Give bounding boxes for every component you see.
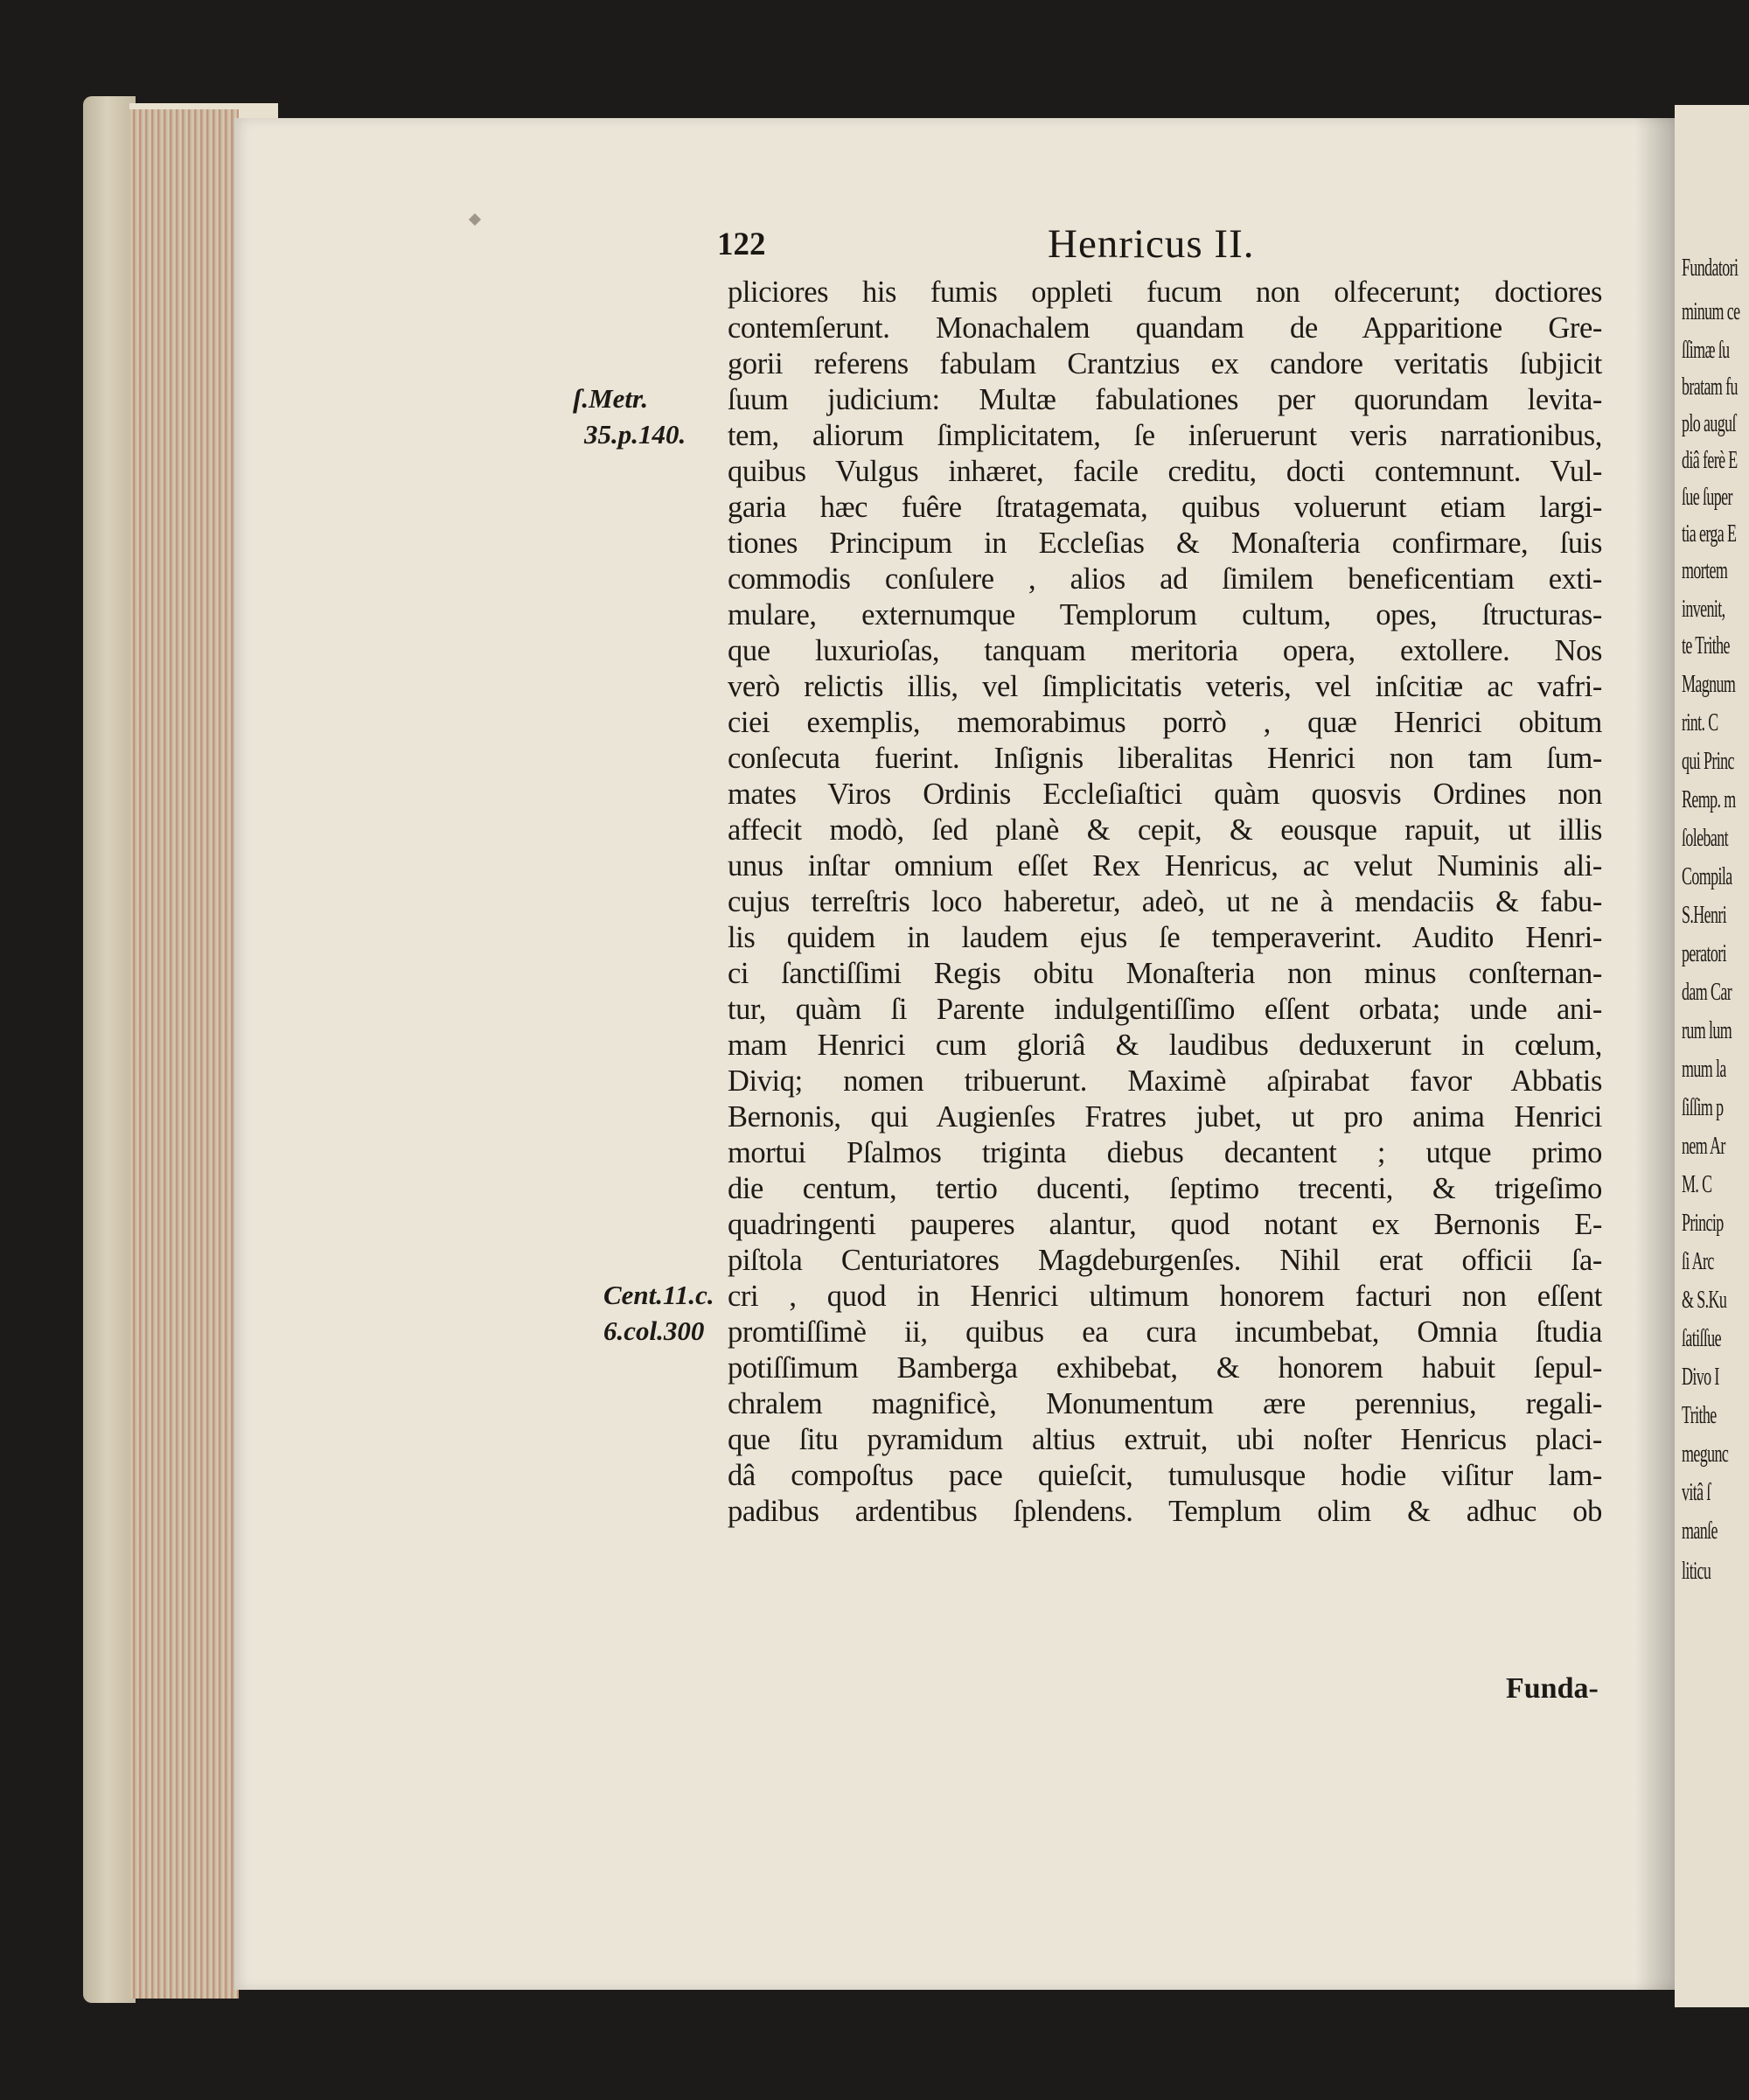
facing-page-fragment: plo auguſ bbox=[1682, 409, 1736, 437]
facing-page-fragment: rum lum bbox=[1682, 1016, 1732, 1044]
text-line: contemſerunt. Monachalem quandam de Apparitione Gre- bbox=[728, 311, 1602, 345]
facing-page-fragment: Magnum bbox=[1682, 670, 1736, 698]
page-number: 122 bbox=[717, 227, 766, 262]
text-line: dâ compoſtus pace quieſcit, tumulusque hodie viſitur lam- bbox=[728, 1459, 1602, 1492]
text-line: quibus Vulgus inhæret, facile creditu, docti contemnunt. Vul- bbox=[728, 455, 1602, 488]
text-line: piſtola Centuriatores Magdeburgenſes. Nihil erat officii ſa- bbox=[728, 1244, 1602, 1277]
facing-page-fragment: Compila bbox=[1682, 862, 1732, 890]
page-block-fore-edge bbox=[129, 109, 239, 1999]
facing-page-fragment: mum la bbox=[1682, 1055, 1726, 1083]
text-line: mortui Pſalmos triginta diebus decantent ; utque primo bbox=[728, 1136, 1602, 1169]
margin-note-reference: 35.p.140. bbox=[584, 419, 686, 450]
facing-page-fragment: invenit, bbox=[1682, 595, 1725, 623]
facing-page-fragment: megunc bbox=[1682, 1440, 1729, 1468]
facing-page-fragment: peratori bbox=[1682, 939, 1726, 967]
text-line: ciei exemplis, memorabimus porrò , quæ Henrici obitum bbox=[728, 706, 1602, 739]
facing-page-fragment: & S.Ku bbox=[1682, 1286, 1727, 1314]
facing-page-fragment: rint. C bbox=[1682, 708, 1718, 736]
text-line: die centum, tertio ducenti, ſeptimo trecenti, & trigeſimo bbox=[728, 1172, 1602, 1205]
text-line: unus inſtar omnium eſſet Rex Henricus, ac velut Numinis ali- bbox=[728, 849, 1602, 883]
margin-note-reference: ſ.Metr. bbox=[573, 383, 649, 414]
facing-page-fragment: Fundatori bbox=[1682, 254, 1739, 282]
text-line: gorii referens fabulam Crantzius ex candore veritatis ſubjicit bbox=[728, 347, 1602, 380]
text-line: ci ſanctiſſimi Regis obitu Monaſteria non minus conſternan- bbox=[728, 957, 1602, 990]
facing-page-fragment: ſi Arc bbox=[1682, 1247, 1714, 1275]
facing-page-fragment: nem Ar bbox=[1682, 1132, 1725, 1160]
facing-page-fragment: Princip bbox=[1682, 1209, 1724, 1237]
facing-page-fragment: dam Car bbox=[1682, 978, 1732, 1006]
text-line: commodis conſulere , alios ad ſimilem beneficentiam exti- bbox=[728, 562, 1602, 596]
facing-page-fragment: tia erga E bbox=[1682, 520, 1737, 548]
text-line: Diviq; nomen tribuerunt. Maximè aſpirabat favor Abbatis bbox=[728, 1064, 1602, 1098]
facing-page-fragment: diâ ferè E bbox=[1682, 446, 1738, 474]
text-line: mulare, externumque Templorum cultum, opes, ſtructuras- bbox=[728, 598, 1602, 631]
text-line: cri , quod in Henrici ultimum honorem facturi non eſſent bbox=[728, 1280, 1602, 1313]
running-title: Henricus II. bbox=[1048, 221, 1255, 267]
text-line: chralem magnificè, Monumentum ære perennius, regali- bbox=[728, 1387, 1602, 1420]
text-line: Bernonis, qui Augienſes Fratres jubet, ut pro anima Henrici bbox=[728, 1100, 1602, 1134]
text-line: que luxurioſas, tanquam meritoria opera, extollere. Nos bbox=[728, 634, 1602, 667]
text-line: conſecuta fuerint. Inſignis liberalitas Henrici non tam ſum- bbox=[728, 742, 1602, 775]
facing-page-fragment: ſſimæ ſu bbox=[1682, 336, 1730, 364]
text-line: pliciores his fumis oppleti fucum non olfecerunt; doctiores bbox=[728, 276, 1602, 309]
facing-page-fragment: M. C bbox=[1682, 1170, 1712, 1198]
facing-page-fragment: vitâ ſ bbox=[1682, 1478, 1711, 1506]
facing-page-fragment: ſatiſſue bbox=[1682, 1324, 1721, 1352]
running-head bbox=[0, 221, 1749, 269]
text-line: padibus ardentibus ſplendens. Templum olim & adhuc ob bbox=[728, 1495, 1602, 1528]
text-line: promtiſſimè ii, quibus ea cura incumbebat, Omnia ſtudia bbox=[728, 1315, 1602, 1349]
text-line: tem, aliorum ſimplicitatem, ſe inſeruerunt veris narrationibus, bbox=[728, 419, 1602, 452]
facing-page-fragment: ſiſſim p bbox=[1682, 1093, 1724, 1121]
text-line: verò relictis illis, vel ſimplicitatis veteris, vel inſcitiæ ac vafri- bbox=[728, 670, 1602, 703]
facing-page-fragment: Remp. m bbox=[1682, 785, 1736, 813]
catchword: Funda- bbox=[1506, 1672, 1599, 1705]
text-line: ſuum judicium: Multæ fabulationes per quorundam levita- bbox=[728, 383, 1602, 416]
text-line: tur, quàm ſi Parente indulgentiſſimo eſſent orbata; unde ani- bbox=[728, 993, 1602, 1026]
facing-page-fragment: bratam fu bbox=[1682, 373, 1738, 401]
facing-page-fragment: Trithe bbox=[1682, 1401, 1717, 1429]
facing-page-fragment: minum ce bbox=[1682, 297, 1740, 325]
facing-page-fragment: ſue ſuper bbox=[1682, 483, 1732, 511]
gutter-shadow bbox=[1635, 118, 1679, 1990]
text-line: affecit modò, ſed planè & cepit, & eousque rapuit, ut illis bbox=[728, 813, 1602, 847]
facing-page-fragment: mortem bbox=[1682, 556, 1728, 584]
facing-page-fragment: Divo I bbox=[1682, 1363, 1719, 1391]
text-line: quadringenti pauperes alantur, quod notant ex Bernonis E- bbox=[728, 1208, 1602, 1241]
text-line: potiſſimum Bamberga exhibebat, & honorem habuit ſepul- bbox=[728, 1351, 1602, 1385]
margin-note-reference: Cent.11.c. bbox=[603, 1280, 714, 1310]
facing-page-fragment: te Trithe bbox=[1682, 631, 1730, 659]
text-line: que ſitu pyramidum altius extruit, ubi noſter Henricus placi- bbox=[728, 1423, 1602, 1456]
text-line: mam Henrici cum gloriâ & laudibus deduxerunt in cœlum, bbox=[728, 1029, 1602, 1062]
facing-page bbox=[1675, 105, 1749, 2007]
facing-page-fragment: qui Princ bbox=[1682, 747, 1734, 775]
text-line: garia hæc fuêre ſtratagemata, quibus voluerunt etiam largi- bbox=[728, 491, 1602, 524]
text-line: lis quidem in laudem ejus ſe temperaverint. Audito Henri- bbox=[728, 921, 1602, 954]
text-line: mates Viros Ordinis Eccleſiaſtici quàm quosvis Ordines non bbox=[728, 778, 1602, 811]
text-line: tiones Principum in Eccleſias & Monaſteria confirmare, ſuis bbox=[728, 527, 1602, 560]
book-cover-edge bbox=[83, 96, 136, 2003]
facing-page-fragment: liticu bbox=[1682, 1557, 1711, 1585]
facing-page-fragment: S.Henri bbox=[1682, 901, 1727, 929]
facing-page-fragment: ſolebant bbox=[1682, 824, 1728, 852]
facing-page-fragment: manſe bbox=[1682, 1517, 1718, 1545]
margin-note-reference: 6.col.300 bbox=[603, 1315, 705, 1346]
text-line: cujus terreſtris loco haberetur, adeò, ut ne à mendaciis & fabu- bbox=[728, 885, 1602, 918]
